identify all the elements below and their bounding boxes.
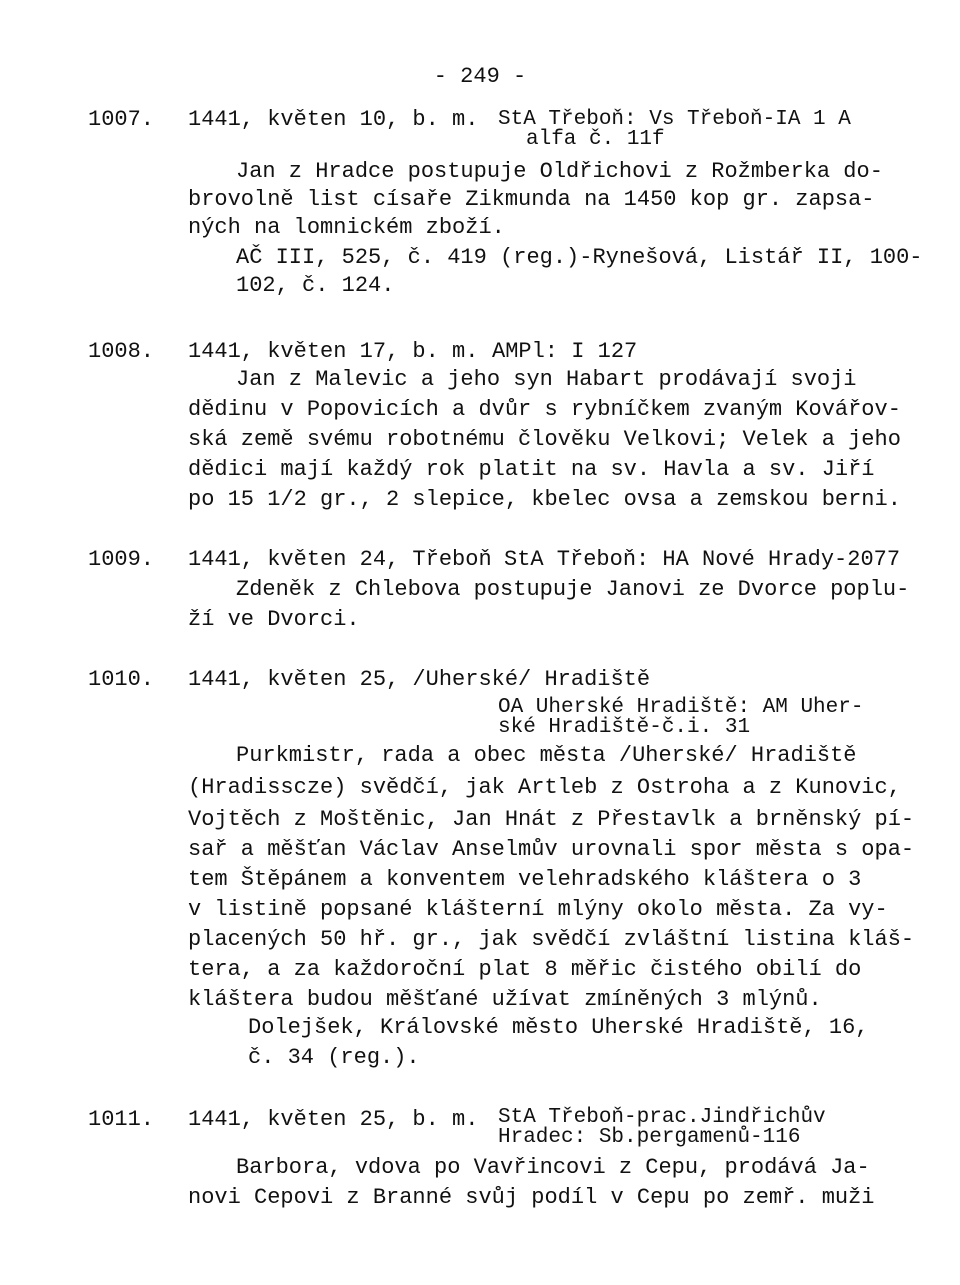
regest-line: tem Štěpánem a konventem velehradského kláštera o 3 — [188, 867, 862, 892]
regest-line: v listině popsané klášterní mlýny okolo města. Za vy- — [188, 897, 888, 922]
entry-number: 1008. — [88, 339, 155, 364]
regest-line: brovolně list císaře Zikmunda na 1450 kop gr. zapsa- — [188, 187, 875, 212]
regest-line: (Hradisscze) svědčí, jak Artleb z Ostroha a z Kunovic, — [188, 775, 901, 800]
citation-line: č. 34 (reg.). — [248, 1045, 420, 1070]
archive-reference: OA Uherské Hradiště: AM Uher- — [498, 696, 864, 719]
regest-line: Vojtěch z Moštěnic, Jan Hnát z Přestavlk a brněnský pí- — [188, 807, 915, 832]
entry-number: 1009. — [88, 547, 155, 572]
citation-line: Dolejšek, Královské město Uherské Hradiště, 16, — [248, 1015, 869, 1040]
archive-reference: StA Třeboň: HA Nové Hrady-2077 — [504, 547, 901, 572]
citation-line: AČ III, 525, č. 419 (reg.)-Rynešová, Listář II, 100- — [236, 245, 923, 270]
entry-date: 1441, květen 10, b. m. — [188, 107, 479, 132]
entry-number: 1011. — [88, 1107, 155, 1132]
entry-number: 1007. — [88, 107, 155, 132]
regest-line: placených 50 hř. gr., jak svědčí zvláštní listina kláš- — [188, 927, 915, 952]
archive-reference: ské Hradiště-č.i. 31 — [498, 716, 751, 739]
citation-line: 102, č. 124. — [236, 273, 395, 298]
entry-date: 1441, květen 24, Třeboň — [188, 547, 492, 572]
regest-line: Purkmistr, rada a obec města /Uherské/ Hradiště — [236, 743, 857, 768]
page-number: - 249 - — [433, 64, 527, 89]
archive-reference: StA Třeboň: Vs Třeboň-IA 1 A — [498, 108, 851, 131]
regest-line: ská země svému robotnému člověku Velkovi; Velek a jeho — [188, 427, 901, 452]
regest-line: dědici mají každý rok platit na sv. Havla a sv. Jiří — [188, 457, 875, 482]
regest-line: ných na lomnickém zboží. — [188, 215, 505, 240]
entry-number: 1010. — [88, 667, 155, 692]
archive-reference: alfa č. 11f — [526, 128, 665, 151]
archive-reference: StA Třeboň-prac.Jindřichův — [498, 1106, 826, 1129]
regest-line: novi Cepovi z Branné svůj podíl v Cepu po zemř. muži — [188, 1185, 875, 1210]
regest-line: Zdeněk z Chlebova postupuje Janovi ze Dvorce poplu- — [236, 577, 910, 602]
archive-reference: Hradec: Sb.pergamenů-116 — [498, 1126, 801, 1149]
archive-reference: AMPl: I 127 — [492, 339, 638, 364]
regest-line: sař a měšťan Václav Anselmův urovnali spor města s opa- — [188, 837, 915, 862]
entry-date: 1441, květen 25, /Uherské/ Hradiště — [188, 667, 651, 692]
regest-line: kláštera budou měšťané užívat zmíněných 3 mlýnů. — [188, 987, 822, 1012]
entry-date: 1441, květen 17, b. m. — [188, 339, 479, 364]
regest-line: Jan z Hradce postupuje Oldřichovi z Rožmberka do- — [236, 159, 883, 184]
regest-line: dědinu v Popovicích a dvůr s rybníčkem zvaným Kovářov- — [188, 397, 901, 422]
regest-line: Jan z Malevic a jeho syn Habart prodávají svoji — [236, 367, 857, 392]
regest-line: tera, a za každoroční plat 8 měřic čistého obilí do — [188, 957, 862, 982]
regest-line: Barbora, vdova po Vavřincovi z Cepu, prodává Ja- — [236, 1155, 870, 1180]
regest-line: po 15 1/2 gr., 2 slepice, kbelec ovsa a zemskou berni. — [188, 487, 901, 512]
regest-line: ží ve Dvorci. — [188, 607, 360, 632]
entry-date: 1441, květen 25, b. m. — [188, 1107, 479, 1132]
